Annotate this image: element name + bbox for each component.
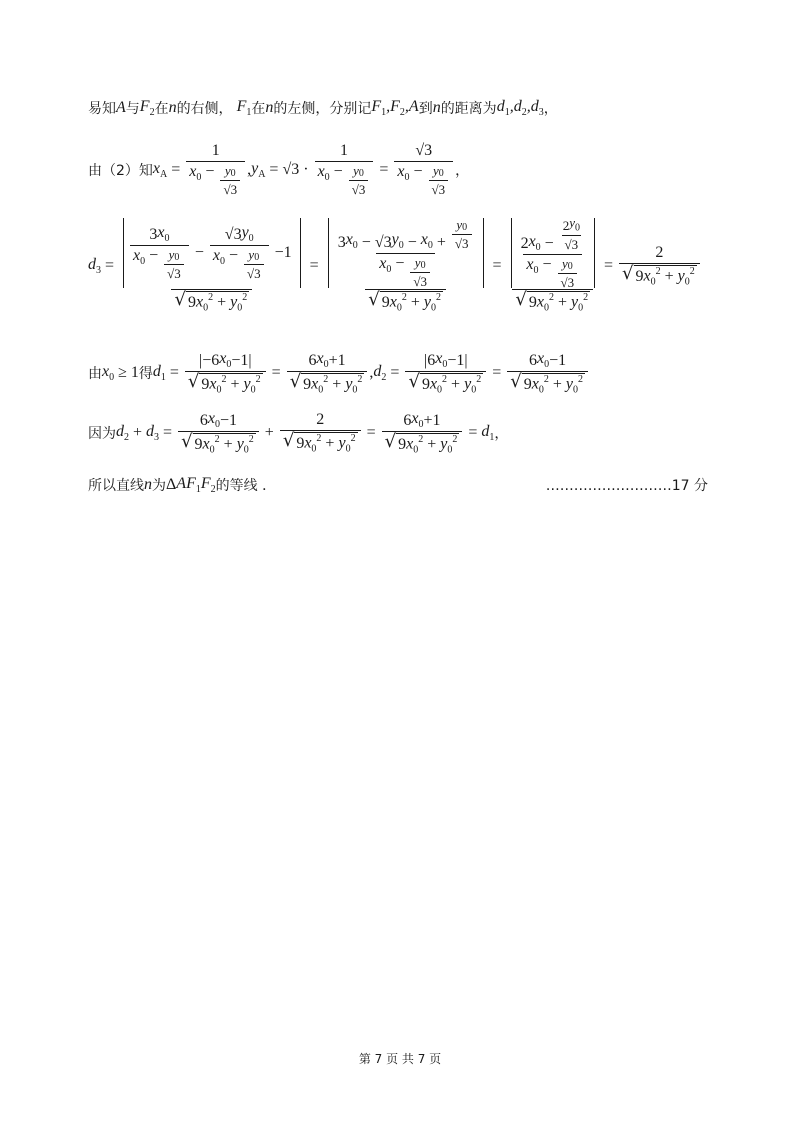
text-fragment: ， [494, 425, 509, 442]
fraction: √3 $x_0$ − y 0 √3 [394, 142, 453, 198]
math-var: n [265, 99, 274, 117]
fraction: 3 $x_0$ − √3 $y_0$ − $x_0$ + y 0 √3 $x_0$ − y 0 √3 √ 9 $x_0^2$ + $y_0^2$ [325, 218, 487, 314]
text-fragment: 在 [251, 101, 266, 118]
text-fragment: ， [543, 101, 558, 118]
math-var: $x_A$ [152, 159, 168, 181]
math-var: n [432, 99, 441, 117]
page-footer: 第 7 页 共 7 页 [358, 1052, 442, 1066]
math-var: $F_1$ [232, 98, 252, 119]
equation-line-3: $d_3$ = 3 $x_0$ $x_0$ − y 0 √3 − √3 $y_0$ $x_0$ − y 0 √3 −1 √ 9 $x_0^2$ + $y_0^2$ = 3 $x_0$ − √3 $y_0$ − $x_0$ + y 0 √3 $x_0$ − y 0 √3 √ 9 $x_0^2$ + $y_0^2$ = 2 $x_0$ − 2 $y_0$ √3 $x_0$ − y 0 √3 √ 9 $x_0^2$ + $y_0^2$ = 2 √ 9 $x_0^2$ + $y_0^2$ [88, 218, 702, 314]
text-fragment: 因为 [88, 425, 116, 442]
text-fragment: 到 [418, 101, 433, 118]
text-fragment: 的距离为 [440, 101, 497, 118]
math-op: = [171, 161, 181, 178]
math-var: A [116, 99, 126, 117]
text-fragment: 由（2）知 [88, 163, 153, 179]
fraction: 2 √ 9 $x_0^2$ + $y_0^2$ [619, 244, 700, 288]
text-fragment: 为 [152, 478, 166, 495]
text-fragment: 的左侧，分别记 [273, 101, 372, 118]
math-var: n [168, 99, 177, 117]
equation-line-5: 因为 $d_2$ + $d_3$ = 6 $x_0$ −1 √ 9 $x_0^2$ + $y_0^2$ + 2 √ 9 $x_0^2$ + $y_0^2$ = 6 $x_0$ +1 √ 9 $x_0^2$ + $y_0^2$ = $d_1$ ， [88, 410, 509, 456]
score-marker: ………………………17 分 [545, 478, 708, 494]
text-fragment: 所以直线 [88, 478, 144, 495]
math-var: $F_2$ [139, 98, 155, 119]
fraction: 2 $x_0$ − 2 $y_0$ √3 $x_0$ − y 0 √3 √ 9 $x_0^2$ + $y_0^2$ [508, 218, 598, 314]
text-fragment: ， [455, 163, 470, 179]
text-fragment: 与 [125, 101, 140, 118]
fraction: 1 $x_0$ − y 0 √3 [186, 142, 245, 198]
math-var: $F_1,F_2,A$ [371, 98, 419, 119]
text-line-1 [88, 98, 558, 118]
text-fragment: 的等线 ． [215, 478, 277, 495]
equation-line-2: 由（2）知 $x_A$ = 1 $x_0$ − y 0 √3 , $y_A$ = √3 · 1 $x_0$ − y 0 √3 = √3 $x_0$ − y 0 √3 ， [88, 142, 470, 197]
text-fragment: 由 [88, 365, 102, 382]
text-line-6: 所以直线 n 为 Δ $AF_1F_2$ 的等线 ． [88, 475, 277, 496]
fraction: 1 $x_0$ − y 0 √3 [315, 142, 374, 198]
text-fragment: 的右侧， [176, 101, 233, 118]
text-fragment: 在 [154, 101, 169, 118]
math-var: $d_1,d_2,d_3$ [496, 98, 544, 119]
text-fragment: 得 [138, 365, 153, 382]
fraction: 3 $x_0$ $x_0$ − y 0 √3 − √3 $y_0$ $x_0$ − y 0 √3 −1 √ 9 $x_0^2$ + $y_0^2$ [120, 218, 304, 314]
text-fragment: 易知 [88, 101, 116, 118]
equation-line-4: 由 $x_0$ ≥ 1 得 $d_1$ = |−6 $x_0$ −1| √ 9 $x_0^2$ + $y_0^2$ = 6 $x_0$ +1 √ 9 $x_0^2$ + $y_0^2$ , $d_2$ = |6 $x_0$ −1| √ 9 $x_0^2$ + $y_0^2$ = 6 $x_0$ −1 √ 9 $x_0^2$ + $y_0^2$ [88, 350, 590, 396]
